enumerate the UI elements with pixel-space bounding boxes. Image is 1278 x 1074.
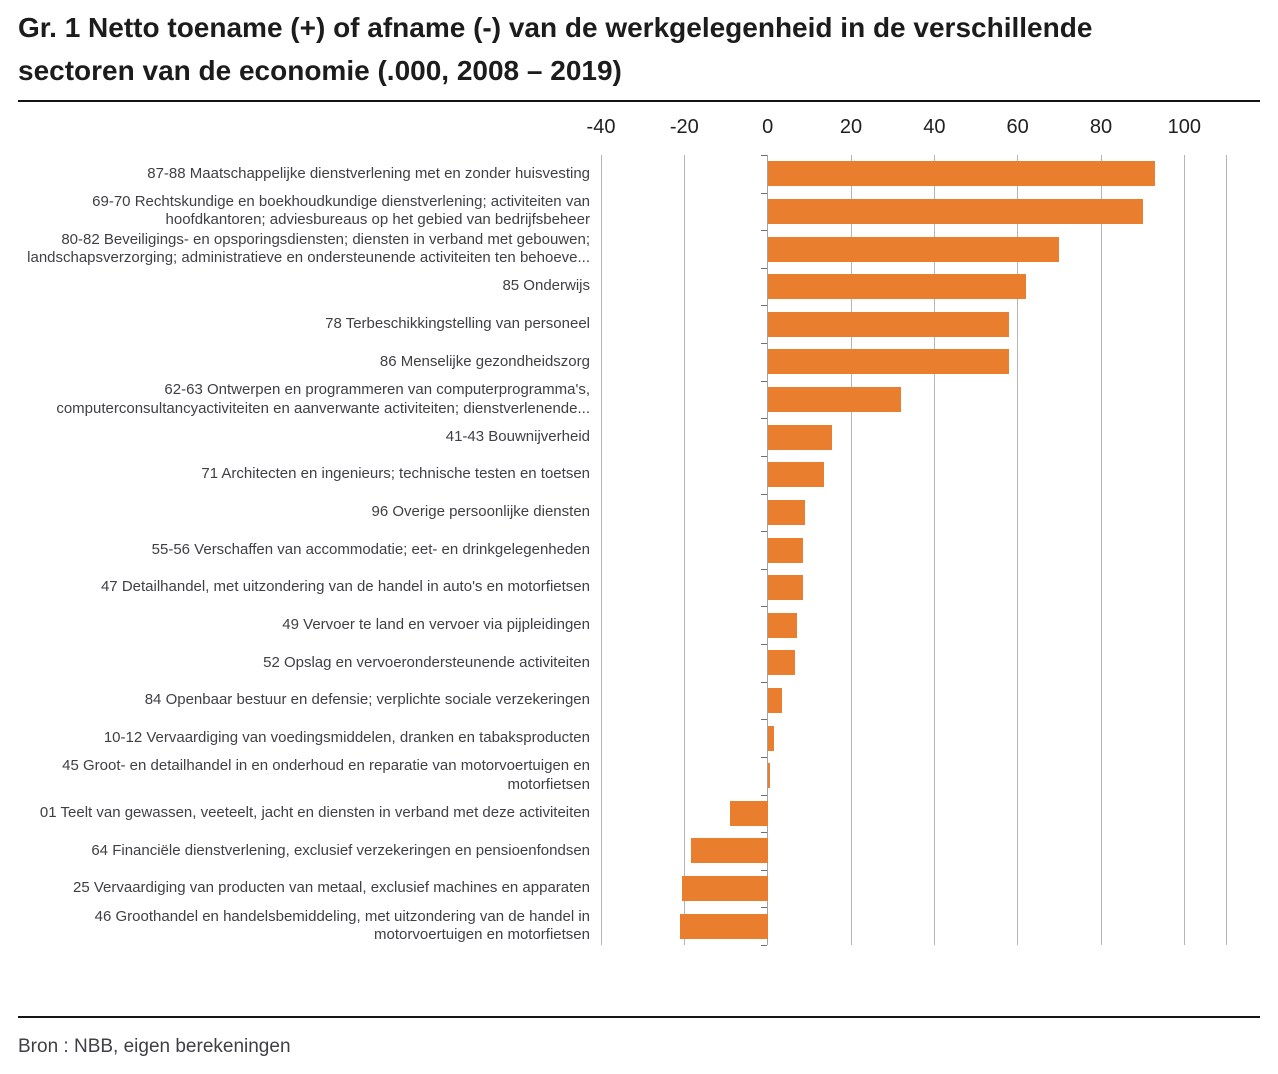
title-divider bbox=[18, 100, 1260, 102]
bar bbox=[768, 237, 1060, 262]
bar bbox=[768, 763, 770, 788]
zero-axis-tick bbox=[761, 644, 767, 645]
x-axis-tick-label: 100 bbox=[1167, 116, 1202, 138]
x-axis-tick-label: 20 bbox=[839, 116, 863, 138]
zero-axis-tick bbox=[761, 719, 767, 720]
category-label: 87-88 Maatschappelijke dienstverlening met en zonder huisvesting bbox=[147, 164, 590, 182]
zero-axis-tick bbox=[761, 456, 767, 457]
category-label: 78 Terbeschikkingstelling van personeel bbox=[325, 315, 590, 333]
bar bbox=[768, 312, 1010, 337]
x-axis-tick-label: 0 bbox=[762, 116, 774, 138]
gridline bbox=[684, 155, 685, 945]
category-label: 49 Vervoer te land en vervoer via pijpleidingen bbox=[282, 615, 590, 633]
zero-axis-tick bbox=[761, 945, 767, 946]
category-label: 41-43 Bouwnijverheid bbox=[445, 427, 590, 445]
zero-axis-tick bbox=[761, 193, 767, 194]
category-label: 62-63 Ontwerpen en programmeren van computerprogramma's, computerconsultancyactiviteiten en aanverwante activiteiten; dienstverlenende... bbox=[56, 381, 590, 417]
zero-axis-tick bbox=[761, 418, 767, 419]
bar bbox=[768, 462, 824, 487]
zero-axis-tick bbox=[761, 682, 767, 683]
bar bbox=[768, 161, 1156, 186]
category-label: 52 Opslag en vervoerondersteunende activiteiten bbox=[263, 653, 590, 671]
category-label: 84 Openbaar bestuur en defensie; verplichte sociale verzekeringen bbox=[144, 691, 590, 709]
zero-axis-tick bbox=[761, 531, 767, 532]
zero-axis-tick bbox=[761, 907, 767, 908]
bar bbox=[768, 726, 774, 751]
bar bbox=[768, 613, 797, 638]
bar bbox=[768, 575, 803, 600]
category-label: 01 Teelt van gewassen, veeteelt, jacht en diensten in verband met deze activiteiten bbox=[39, 804, 590, 822]
zero-axis-tick bbox=[761, 155, 767, 156]
category-label: 10-12 Vervaardiging van voedingsmiddelen, dranken en tabaksproducten bbox=[103, 728, 590, 746]
bar bbox=[680, 914, 768, 939]
x-axis-tick-label: 80 bbox=[1089, 116, 1113, 138]
zero-axis-tick bbox=[761, 569, 767, 570]
zero-axis-tick bbox=[761, 795, 767, 796]
gridline bbox=[601, 155, 602, 945]
category-label: 64 Financiële dienstverlening, exclusief verzekeringen en pensioenfondsen bbox=[91, 841, 590, 859]
zero-axis-tick bbox=[761, 381, 767, 382]
x-axis-tick-label: 60 bbox=[1006, 116, 1029, 138]
zero-axis-tick bbox=[761, 305, 767, 306]
bar bbox=[768, 274, 1026, 299]
bar bbox=[768, 425, 833, 450]
zero-axis-tick bbox=[761, 343, 767, 344]
category-label: 80-82 Beveiligings- en opsporingsdiensten; diensten in verband met gebouwen; landschapsverzorging; administratieve en ondersteunende activiteiten ten behoeve... bbox=[27, 230, 590, 267]
category-label: 45 Groot- en detailhandel in en onderhoud en reparatie van motorvoertuigen en motorfietsen bbox=[62, 757, 590, 793]
zero-axis-tick bbox=[761, 757, 767, 758]
x-axis-tick-label: 40 bbox=[923, 116, 946, 138]
category-label: 46 Groothandel en handelsbemiddeling, met uitzondering van de handel in motorvoertuigen en motorfietsen bbox=[94, 907, 590, 944]
bar bbox=[682, 876, 767, 901]
bar bbox=[768, 349, 1010, 374]
category-label: 55-56 Verschaffen van accommodatie; eet- en drinkgelegenheden bbox=[151, 540, 590, 558]
chart-title: Gr. 1 Netto toename (+) of afname (-) van de werkgelegenheid in de verschillende sectoren van de economie (.000, 2008 – 2019) bbox=[18, 12, 1093, 86]
gridline bbox=[1101, 155, 1102, 945]
zero-axis-tick bbox=[761, 606, 767, 607]
category-label: 47 Detailhandel, met uitzondering van de handel in auto's en motorfietsen bbox=[100, 578, 590, 596]
category-label: 71 Architecten en ingenieurs; technische testen en toetsen bbox=[201, 465, 590, 483]
gridline bbox=[1184, 155, 1185, 945]
zero-axis-tick bbox=[761, 870, 767, 871]
bar bbox=[691, 838, 768, 863]
footer-divider bbox=[18, 1016, 1260, 1018]
bar bbox=[768, 688, 783, 713]
bar bbox=[768, 199, 1143, 224]
category-label: 96 Overige persoonlijke diensten bbox=[371, 503, 590, 521]
category-label: 86 Menselijke gezondheidszorg bbox=[379, 352, 590, 370]
bar bbox=[768, 500, 806, 525]
category-label: 25 Vervaardiging van producten van metaal, exclusief machines en apparaten bbox=[73, 879, 590, 897]
x-axis-tick-label: -40 bbox=[586, 116, 616, 138]
zero-axis-tick bbox=[761, 268, 767, 269]
bar bbox=[768, 650, 795, 675]
x-axis-tick-label: -20 bbox=[669, 116, 699, 138]
category-label: 69-70 Rechtskundige en boekhoudkundige dienstverlening; activiteiten van hoofdkantoren; adviesbureaus op het gebied van bedrijfsbeheer bbox=[92, 192, 590, 229]
bar bbox=[768, 538, 803, 563]
zero-axis-tick bbox=[761, 494, 767, 495]
bar bbox=[768, 387, 901, 412]
plot-right-border bbox=[1226, 155, 1227, 945]
category-label: 85 Onderwijs bbox=[502, 277, 590, 295]
bar bbox=[730, 801, 768, 826]
zero-axis-tick bbox=[761, 832, 767, 833]
source-note: Bron : NBB, eigen berekeningen bbox=[18, 1036, 291, 1057]
zero-axis-tick bbox=[761, 230, 767, 231]
